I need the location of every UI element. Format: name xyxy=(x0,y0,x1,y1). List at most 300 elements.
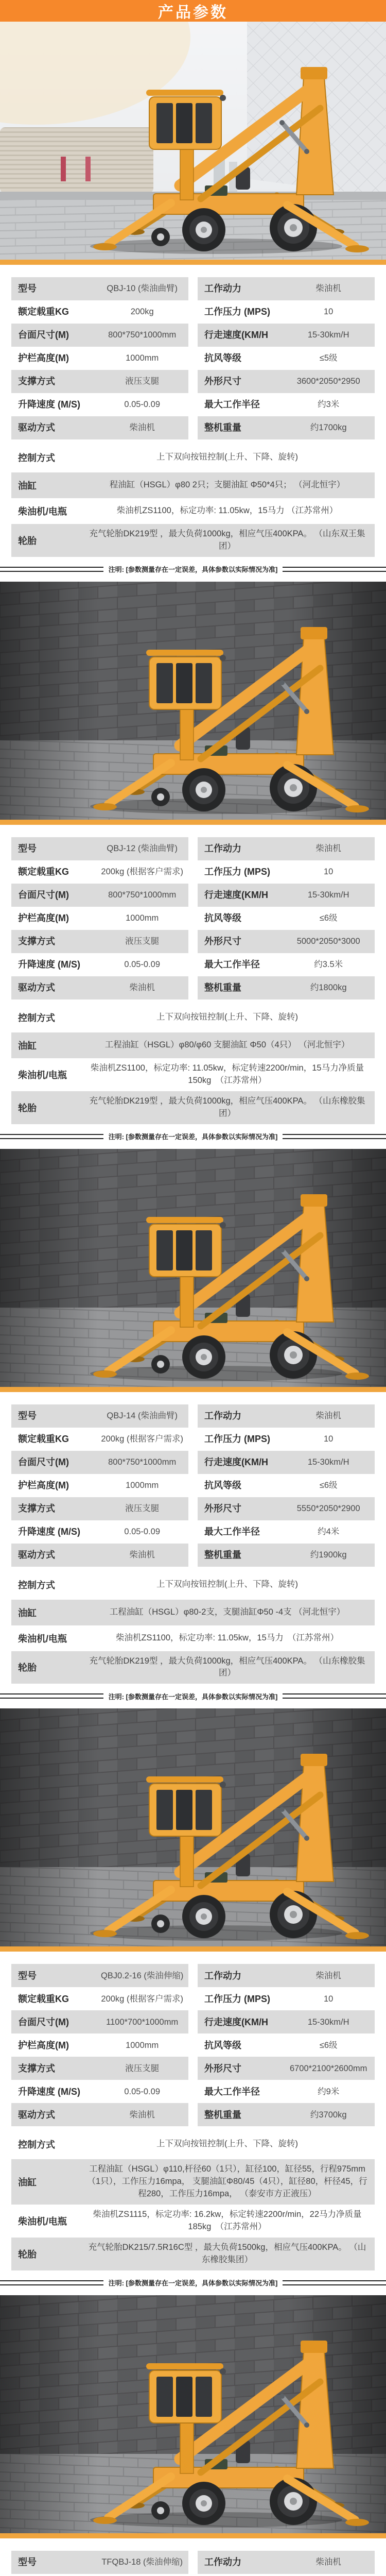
spec-label: 行走速度(KM/H xyxy=(204,2016,268,2027)
spec-label: 整机重量 xyxy=(204,1549,241,1560)
spec-row xyxy=(11,2080,375,2103)
spec-value: 约3700kg xyxy=(310,2110,347,2120)
divider-line xyxy=(283,1693,386,1699)
spec-row xyxy=(11,1497,375,1520)
boom-lift-photo xyxy=(0,22,386,260)
spec-label: 驱动方式 xyxy=(18,1549,55,1560)
spec-label: 柴油机/电瓶 xyxy=(18,2216,67,2227)
spec-cell-pair xyxy=(198,277,375,300)
spec-row xyxy=(11,1520,375,1544)
spec-cell-pair xyxy=(11,324,188,347)
spec-label: 额定载重KG xyxy=(18,867,69,877)
spec-cell-pair xyxy=(11,1428,188,1451)
disclaimer-note xyxy=(0,1124,386,1149)
spec-value: 约1800kg xyxy=(310,983,347,993)
spec-cell-pair xyxy=(11,370,188,393)
product-section xyxy=(0,22,386,582)
spec-value: 程油缸（HSGL）φ80 2只；支腿油缸 Φ50*4只； （河北恒宇） xyxy=(109,480,345,490)
spec-value: 柴油机 xyxy=(315,844,341,854)
spec-row xyxy=(11,347,375,370)
spec-cell-pair xyxy=(198,300,375,324)
spec-cell-pair xyxy=(198,370,375,393)
spec-value: 800*750*1000mm xyxy=(108,330,177,340)
divider-line xyxy=(283,567,386,572)
spec-wide-row xyxy=(11,1625,375,1651)
spec-value: ≤6级 xyxy=(319,1480,338,1490)
spec-label: 行走速度(KM/H xyxy=(204,330,268,341)
spec-table xyxy=(11,277,375,557)
spec-cell-pair xyxy=(11,2057,188,2080)
spec-label: 护栏高度(M) xyxy=(18,353,69,364)
spec-row xyxy=(11,370,375,393)
spec-label: 油缸 xyxy=(18,481,37,491)
spec-value: 1000mm xyxy=(126,2040,159,2050)
disclaimer-text: 注明: [参数测量存在一定误差，具体参数以实际情况为准] xyxy=(108,1133,278,1141)
spec-label: 工作动力 xyxy=(204,1970,241,1981)
spec-label: 柴油机/电瓶 xyxy=(18,1070,67,1080)
spec-wide-row xyxy=(11,498,375,524)
spec-wide-row xyxy=(11,2131,375,2157)
spec-label: 最大工作半径 xyxy=(204,1526,260,1537)
spec-value: 工程油缸（HSGL）φ110,杆径60（1只），缸径100，缸径55，行程975mm（1只），工作压力16mpa， 支腿油缸Φ80/45（4只），缸径80，杆径45，行程280，工作压力16mpa， （泰安市方正液压） xyxy=(87,2164,367,2199)
spec-row xyxy=(11,2010,375,2033)
accent-strip xyxy=(0,260,386,265)
spec-cell-pair xyxy=(11,1451,188,1474)
spec-value: QBJ-12 (柴油曲臂) xyxy=(107,844,178,854)
divider-line xyxy=(283,2280,386,2285)
spec-row xyxy=(11,976,375,999)
spec-row xyxy=(11,930,375,953)
spec-value: 上下双向按钮控制(上升、下降、旋转) xyxy=(156,2139,298,2149)
spec-row xyxy=(11,1451,375,1474)
spec-row xyxy=(11,1404,375,1428)
spec-label: 升降速度 (M/S) xyxy=(18,1526,80,1537)
spec-value: 上下双向按钮控制(上升、下降、旋转) xyxy=(156,452,298,462)
spec-label: 支撑方式 xyxy=(18,1503,55,1514)
divider-line xyxy=(0,567,103,572)
spec-value: TFQBJ-18 (柴油伸缩) xyxy=(101,2557,183,2567)
product-photo xyxy=(0,22,386,260)
spec-cell-pair xyxy=(198,1964,375,1987)
spec-label: 抗风等级 xyxy=(204,353,241,364)
spec-value: 约9米 xyxy=(318,2087,340,2096)
spec-row xyxy=(11,277,375,300)
spec-value: 柴油机 xyxy=(315,2557,341,2567)
spec-label: 台面尺寸(M) xyxy=(18,1456,69,1467)
spec-label: 升降速度 (M/S) xyxy=(18,959,80,970)
spec-value: QBJ0.2-16 (柴油伸缩) xyxy=(100,1971,184,1980)
spec-cell-pair xyxy=(11,1474,188,1497)
spec-row xyxy=(11,907,375,930)
spec-label: 外形尺寸 xyxy=(204,2063,241,2074)
spec-cell-pair xyxy=(198,393,375,416)
spec-value: 充气轮胎DK215/7.5R16C型 ，最大负荷1500kg，相应气压400KPA。 （山东橡胶集团） xyxy=(88,2242,366,2264)
spec-label: 工作压力 (MPS) xyxy=(204,1993,270,2004)
spec-cell-pair xyxy=(11,2033,188,2057)
spec-label: 升降速度 (M/S) xyxy=(18,399,80,410)
spec-cell-pair xyxy=(198,907,375,930)
spec-row xyxy=(11,1544,375,1567)
spec-value: 柴油机ZS1100，标定功率: 11.05kw，15马力 （江苏常州） xyxy=(115,1633,339,1642)
product-photo xyxy=(0,2295,386,2533)
spec-label: 驱动方式 xyxy=(18,2109,55,2120)
spec-wide-row xyxy=(11,1572,375,1598)
spec-row xyxy=(11,393,375,416)
spec-value: 柴油机 xyxy=(129,2110,155,2120)
spec-label: 额定载重KG xyxy=(18,1433,69,1444)
spec-cell-pair xyxy=(11,1404,188,1428)
spec-table xyxy=(11,1404,375,1684)
spec-row xyxy=(11,953,375,976)
spec-label: 型号 xyxy=(18,1970,37,1981)
spec-label: 油缸 xyxy=(18,1040,37,1051)
spec-cell-pair xyxy=(11,953,188,976)
product-section xyxy=(0,1708,386,2295)
spec-value: 200kg (根据客户需求) xyxy=(101,1434,183,1444)
disclaimer-text: 注明: [参数测量存在一定误差，具体参数以实际情况为准] xyxy=(108,566,278,574)
spec-wide-row xyxy=(11,1005,375,1030)
spec-cell-pair xyxy=(11,1544,188,1567)
spec-label: 升降速度 (M/S) xyxy=(18,2086,80,2097)
spec-cell-pair xyxy=(11,1964,188,1987)
divider-line xyxy=(0,1134,103,1139)
spec-value: 10 xyxy=(324,1994,334,2004)
spec-row xyxy=(11,837,375,860)
spec-label: 外形尺寸 xyxy=(204,936,241,946)
spec-row xyxy=(11,300,375,324)
spec-cell-pair xyxy=(198,347,375,370)
spec-cell-pair xyxy=(198,324,375,347)
spec-value: 上下双向按钮控制(上升、下降、旋转) xyxy=(156,1012,298,1022)
spec-label: 型号 xyxy=(18,2556,37,2567)
spec-label: 柴油机/电瓶 xyxy=(18,1633,67,1644)
spec-value: 柴油机 xyxy=(129,983,155,993)
spec-label: 护栏高度(M) xyxy=(18,2040,69,2050)
spec-label: 控制方式 xyxy=(18,1012,55,1023)
spec-row xyxy=(11,884,375,907)
spec-value: 10 xyxy=(324,867,334,877)
spec-label: 柴油机/电瓶 xyxy=(18,506,67,517)
spec-cell-pair xyxy=(198,2574,375,2576)
divider-line xyxy=(0,1693,103,1699)
spec-wide-row xyxy=(11,2205,375,2238)
spec-cell-pair xyxy=(198,1544,375,1567)
product-photo xyxy=(0,582,386,820)
spec-cell-pair xyxy=(198,1497,375,1520)
spec-row xyxy=(11,1474,375,1497)
spec-label: 驱动方式 xyxy=(18,982,55,993)
spec-table xyxy=(11,1964,375,2270)
boom-lift-photo xyxy=(0,582,386,820)
spec-cell-pair xyxy=(11,837,188,860)
spec-label xyxy=(11,2574,96,2576)
spec-row xyxy=(11,416,375,439)
spec-label: 台面尺寸(M) xyxy=(18,890,69,900)
spec-label: 轮胎 xyxy=(18,535,37,546)
spec-value xyxy=(282,2574,375,2576)
spec-value: 液压支腿 xyxy=(125,1503,160,1513)
spec-label: 控制方式 xyxy=(18,453,55,463)
spec-label: 工作动力 xyxy=(204,843,241,854)
spec-label: 驱动方式 xyxy=(18,422,55,433)
page-header xyxy=(0,0,386,22)
spec-cell-pair xyxy=(11,930,188,953)
spec-wide-row xyxy=(11,1651,375,1684)
spec-cell-pair xyxy=(11,976,188,999)
spec-value: 柴油机 xyxy=(315,1411,341,1420)
spec-label: 型号 xyxy=(18,283,37,294)
divider-line xyxy=(283,1134,386,1139)
spec-label: 油缸 xyxy=(18,1607,37,1618)
spec-wide-row xyxy=(11,2159,375,2205)
spec-label: 工作动力 xyxy=(204,2556,241,2567)
spec-value: 液压支腿 xyxy=(125,937,160,946)
spec-cell-pair xyxy=(11,2010,188,2033)
spec-cell-pair xyxy=(198,953,375,976)
spec-cell-pair xyxy=(198,837,375,860)
spec-cell-pair xyxy=(198,976,375,999)
product-photo xyxy=(0,1149,386,1387)
spec-cell-pair xyxy=(11,393,188,416)
spec-cell-pair xyxy=(198,884,375,907)
spec-label: 抗风等级 xyxy=(204,913,241,923)
spec-value: 1000mm xyxy=(126,1480,159,1490)
spec-value: 约1900kg xyxy=(310,1550,347,1560)
spec-label: 最大工作半径 xyxy=(204,959,260,970)
spec-value: 柴油机ZS1100，标定功率: 11.05kw，15马力 （江苏常州） xyxy=(116,506,338,516)
spec-value: 上下双向按钮控制(上升、下降、旋转) xyxy=(156,1579,298,1589)
spec-label: 轮胎 xyxy=(18,1103,37,1113)
spec-value: 约3米 xyxy=(318,400,340,410)
disclaimer-text: 注明: [参数测量存在一定误差，具体参数以实际情况为准] xyxy=(108,2279,278,2287)
accent-strip xyxy=(0,2533,386,2538)
product-section xyxy=(0,582,386,1149)
spec-value: 10 xyxy=(324,307,334,317)
spec-cell-pair xyxy=(198,2033,375,2057)
spec-value: 1100*700*1000mm xyxy=(106,2017,179,2027)
disclaimer-note xyxy=(0,1684,386,1708)
spec-value: 液压支腿 xyxy=(125,377,160,386)
spec-cell-pair xyxy=(11,884,188,907)
spec-label: 外形尺寸 xyxy=(204,376,241,387)
boom-lift-photo xyxy=(0,1708,386,1946)
spec-row xyxy=(11,2103,375,2126)
spec-value: QBJ-10 (柴油曲臂) xyxy=(107,284,178,294)
page-title: 产品参数 xyxy=(158,4,228,21)
spec-wide-row xyxy=(11,1600,375,1625)
spec-row xyxy=(11,1428,375,1451)
spec-label xyxy=(198,2574,282,2576)
spec-label: 行走速度(KM/H xyxy=(204,1456,268,1467)
spec-cell-pair xyxy=(11,2574,188,2576)
spec-label: 轮胎 xyxy=(18,1663,37,1673)
spec-wide-row xyxy=(11,524,375,557)
spec-value: 充气轮胎DK219型 ，最大负荷1000kg，相应气压400KPA。 （山东橡胶集团） xyxy=(89,1096,365,1118)
spec-value: QBJ-14 (柴油曲臂) xyxy=(107,1411,178,1420)
spec-label: 最大工作半径 xyxy=(204,399,260,410)
spec-label: 支撑方式 xyxy=(18,376,55,387)
spec-value: 15-30km/H xyxy=(307,330,349,340)
spec-cell-pair xyxy=(198,2057,375,2080)
spec-value: 200kg xyxy=(130,307,154,317)
spec-value: ≤5级 xyxy=(319,353,338,363)
spec-value: 15-30km/H xyxy=(307,1457,349,1467)
spec-cell-pair xyxy=(198,1520,375,1544)
spec-value: 约3.5米 xyxy=(314,960,343,970)
spec-label: 型号 xyxy=(18,1410,37,1421)
spec-value: 0.05-0.09 xyxy=(124,400,161,410)
spec-value: 1000mm xyxy=(126,913,159,923)
spec-label: 工作压力 (MPS) xyxy=(204,867,270,877)
disclaimer-note xyxy=(0,557,386,582)
disclaimer-note xyxy=(0,2270,386,2295)
spec-wide-row xyxy=(11,1058,375,1091)
spec-wide-row xyxy=(11,1091,375,1124)
spec-label: 护栏高度(M) xyxy=(18,1480,69,1490)
spec-value: 约1700kg xyxy=(310,423,347,433)
spec-value: 5000*2050*3000 xyxy=(296,937,360,946)
spec-wide-row xyxy=(11,1032,375,1058)
spec-label: 整机重量 xyxy=(204,982,241,993)
spec-cell-pair xyxy=(11,1520,188,1544)
spec-cell-pair xyxy=(198,1987,375,2010)
spec-row xyxy=(11,1987,375,2010)
spec-row xyxy=(11,2551,375,2574)
spec-wide-row xyxy=(11,472,375,498)
spec-label: 支撑方式 xyxy=(18,2063,55,2074)
spec-value: ≤6级 xyxy=(319,2040,338,2050)
spec-label: 工作压力 (MPS) xyxy=(204,1433,270,1444)
spec-value: 0.05-0.09 xyxy=(124,1527,161,1536)
spec-value: 工程油缸（HSGL）φ80-2支，支腿油缸Φ50 -4支 （河北恒宇） xyxy=(109,1607,345,1617)
spec-row xyxy=(11,324,375,347)
spec-value: 15-30km/H xyxy=(307,2017,349,2027)
accent-strip xyxy=(0,1946,386,1952)
disclaimer-text: 注明: [参数测量存在一定误差，具体参数以实际情况为准] xyxy=(108,1692,278,1701)
spec-value: 液压支腿 xyxy=(125,2063,160,2073)
spec-value: 柴油机 xyxy=(129,1550,155,1560)
spec-value: 15-30km/H xyxy=(307,890,349,900)
spec-cell-pair xyxy=(11,2551,188,2574)
spec-label: 油缸 xyxy=(18,2177,37,2188)
spec-cell-pair xyxy=(11,416,188,439)
spec-cell-pair xyxy=(198,416,375,439)
spec-value: 柴油机 xyxy=(315,1971,341,1980)
spec-table xyxy=(11,837,375,1124)
divider-line xyxy=(0,2280,103,2285)
spec-value: 工程油缸（HSGL）φ80/φ60 支腿油缸 Φ50（4只） （河北恒宇） xyxy=(104,1040,350,1049)
accent-strip xyxy=(0,1387,386,1392)
spec-cell-pair xyxy=(198,1404,375,1428)
spec-value: 800*750*1000mm xyxy=(108,890,177,900)
spec-label: 工作动力 xyxy=(204,283,241,294)
spec-cell-pair xyxy=(11,860,188,884)
spec-cell-pair xyxy=(198,1451,375,1474)
spec-row xyxy=(11,2033,375,2057)
product-section xyxy=(0,2295,386,2576)
spec-cell-pair xyxy=(11,1497,188,1520)
spec-label: 型号 xyxy=(18,843,37,854)
spec-label: 工作动力 xyxy=(204,1410,241,1421)
spec-cell-pair xyxy=(198,2080,375,2103)
spec-label: 行走速度(KM/H xyxy=(204,890,268,900)
product-section xyxy=(0,1149,386,1709)
spec-value: 柴油机 xyxy=(129,423,155,433)
spec-label: 抗风等级 xyxy=(204,2040,241,2050)
spec-cell-pair xyxy=(198,2103,375,2126)
spec-wide-row xyxy=(11,445,375,470)
boom-lift-photo xyxy=(0,2295,386,2533)
spec-label: 整机重量 xyxy=(204,2109,241,2120)
spec-label: 控制方式 xyxy=(18,1580,55,1590)
spec-value: 充气轮胎DK219型 ，最大负荷1000kg，相应气压400KPA。 （山东橡胶集团） xyxy=(89,1656,365,1678)
spec-value: 约4米 xyxy=(318,1527,340,1536)
spec-value: 6700*2100*2600mm xyxy=(289,2063,367,2073)
spec-cell-pair xyxy=(198,1474,375,1497)
spec-label: 护栏高度(M) xyxy=(18,913,69,923)
spec-label: 台面尺寸(M) xyxy=(18,2016,69,2027)
spec-value: 200kg (根据客户需求) xyxy=(101,867,183,877)
spec-row xyxy=(11,860,375,884)
spec-label: 抗风等级 xyxy=(204,1480,241,1490)
spec-cell-pair xyxy=(11,907,188,930)
spec-value: 200kg (根据客户需求) xyxy=(101,1994,183,2004)
spec-label: 外形尺寸 xyxy=(204,1503,241,1514)
spec-label: 最大工作半径 xyxy=(204,2086,260,2097)
spec-label: 额定载重KG xyxy=(18,307,69,317)
spec-cell-pair xyxy=(11,347,188,370)
spec-cell-pair xyxy=(198,2010,375,2033)
boom-lift-photo xyxy=(0,1149,386,1387)
spec-value: 10 xyxy=(324,1434,334,1444)
spec-wide-row xyxy=(11,2238,375,2270)
spec-cell-pair xyxy=(11,2103,188,2126)
spec-cell-pair xyxy=(11,2080,188,2103)
spec-value: 柴油机ZS1100，标定功率: 11.05kw，标定转速2200r/min，15马力净质量150kg （江苏常州） xyxy=(90,1063,364,1085)
spec-value: 800*750*1000mm xyxy=(108,1457,177,1467)
spec-row xyxy=(11,2574,375,2576)
spec-cell-pair xyxy=(198,930,375,953)
spec-value: 0.05-0.09 xyxy=(124,960,161,970)
spec-cell-pair xyxy=(198,2551,375,2574)
spec-value: 1000mm xyxy=(126,353,159,363)
spec-value: 3600*2050*2950 xyxy=(296,377,360,386)
spec-label: 支撑方式 xyxy=(18,936,55,946)
spec-cell-pair xyxy=(11,300,188,324)
spec-row xyxy=(11,1964,375,1987)
spec-label: 工作压力 (MPS) xyxy=(204,307,270,317)
spec-value: 柴油机ZS1115，标定功率: 16.2kw，标定转速2200r/min，22马力净质量185kg （江苏常州） xyxy=(93,2210,362,2232)
spec-cell-pair xyxy=(198,860,375,884)
spec-label: 额定载重KG xyxy=(18,1993,69,2004)
spec-label: 整机重量 xyxy=(204,422,241,433)
spec-row xyxy=(11,2057,375,2080)
spec-cell-pair xyxy=(198,1428,375,1451)
spec-label: 控制方式 xyxy=(18,2140,55,2150)
spec-value: 柴油机 xyxy=(315,284,341,294)
accent-strip xyxy=(0,820,386,825)
spec-cell-pair xyxy=(11,1987,188,2010)
spec-value xyxy=(96,2574,188,2576)
spec-label: 轮胎 xyxy=(18,2249,37,2260)
spec-label: 台面尺寸(M) xyxy=(18,330,69,341)
spec-table xyxy=(11,2551,375,2576)
product-photo xyxy=(0,1708,386,1946)
spec-cell-pair xyxy=(11,277,188,300)
spec-value: 5550*2050*2900 xyxy=(296,1503,360,1513)
spec-value: 0.05-0.09 xyxy=(124,2087,161,2096)
spec-value: 充气轮胎DK219型 ，最大负荷1000kg，相应气压400KPA。 （山东双王集团） xyxy=(89,529,365,551)
